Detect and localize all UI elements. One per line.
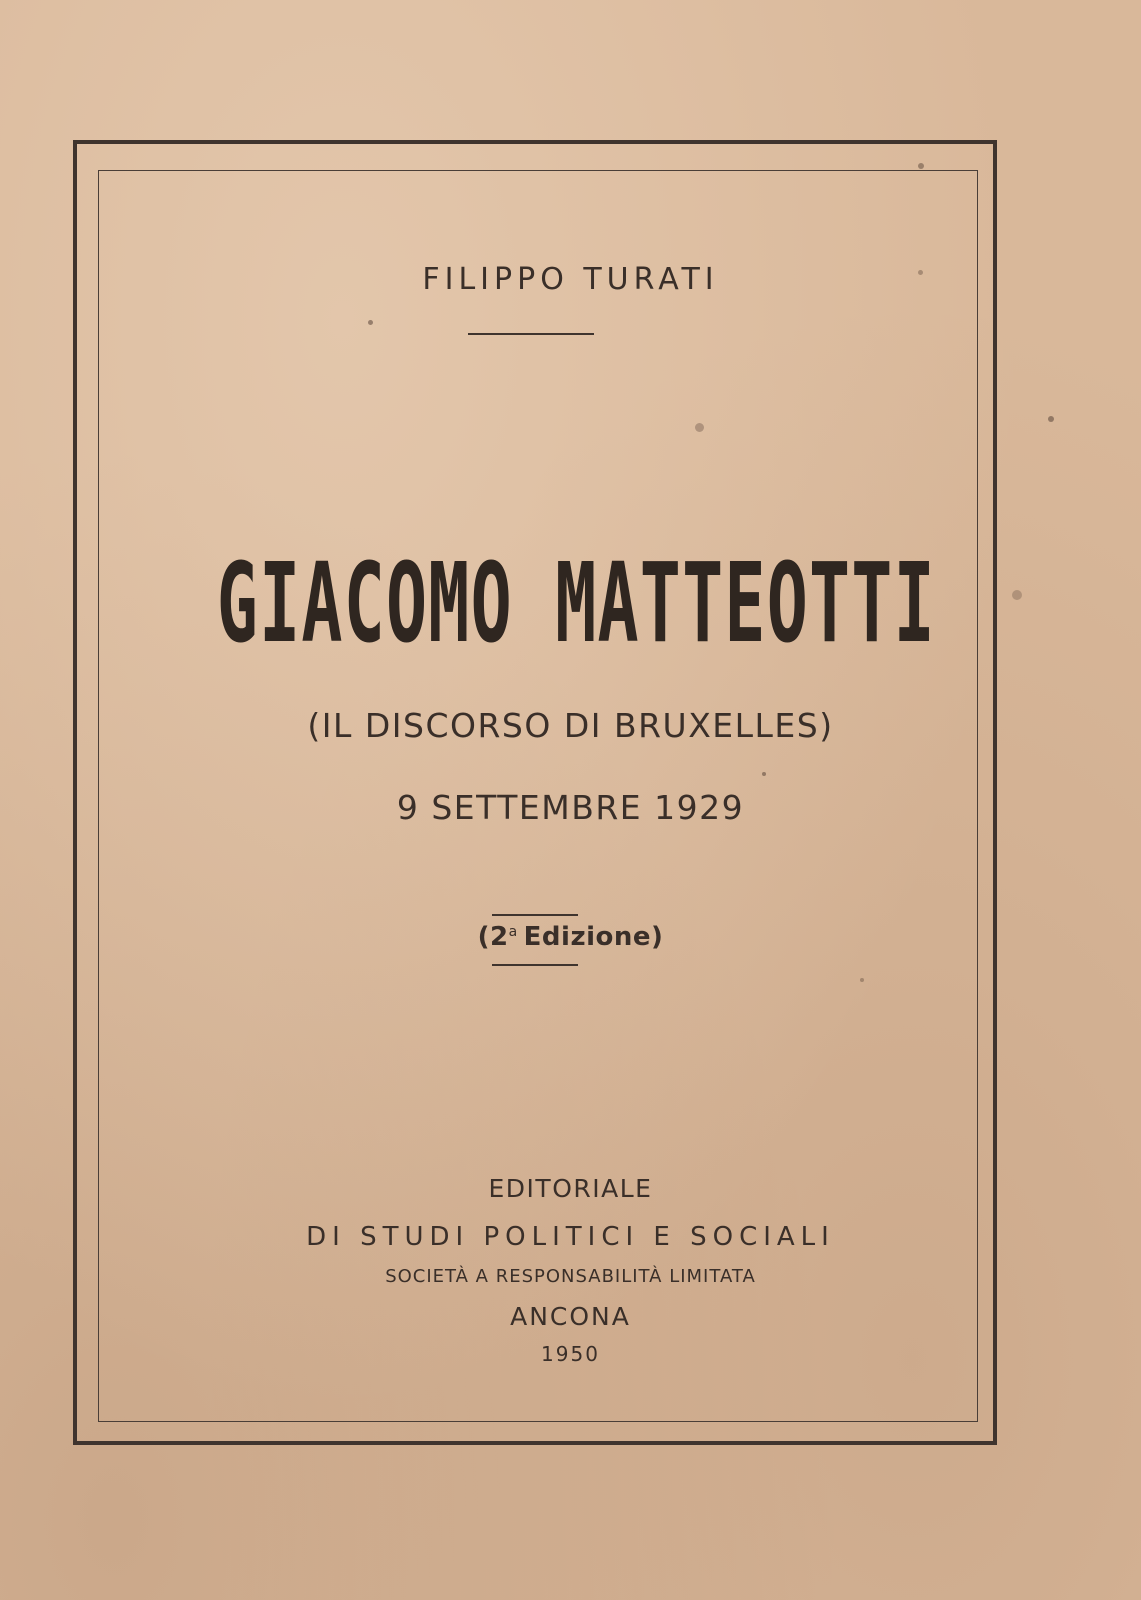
publisher-name: EDITORIALE	[488, 1174, 653, 1203]
book-subtitle: (IL DISCORSO DI BRUXELLES)	[307, 706, 834, 745]
publisher-subtitle: DI STUDI POLITICI E SOCIALI	[306, 1222, 835, 1252]
edition-superscript: a	[508, 924, 518, 940]
edition-rule-top	[492, 914, 578, 916]
edition-word: Edizione)	[523, 922, 664, 952]
author-name: FILIPPO TURATI	[422, 262, 719, 297]
book-title: GIACOMO MATTEOTTI	[216, 539, 936, 667]
edition-label	[0, 922, 1141, 952]
speech-date: 9 SETTEMBRE 1929	[396, 788, 745, 827]
edition-rule-bottom	[492, 964, 578, 966]
paper-speck	[1012, 590, 1022, 600]
author-rule	[468, 333, 594, 335]
publisher-legal-form: SOCIETÀ A RESPONSABILITÀ LIMITATA	[385, 1266, 756, 1287]
edition-number: (2	[477, 922, 509, 952]
publication-year: 1950	[541, 1342, 600, 1366]
paper-speck	[1048, 416, 1054, 422]
publication-city: ANCONA	[510, 1302, 631, 1331]
